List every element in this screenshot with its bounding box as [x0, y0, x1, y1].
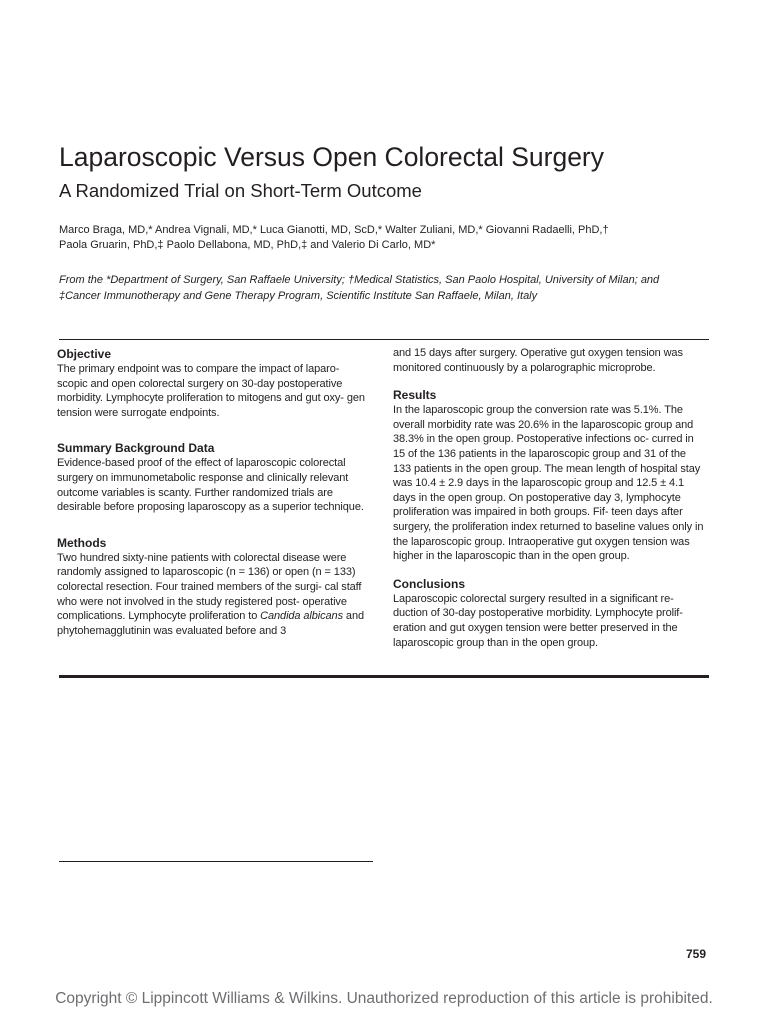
- methods-text-continued: and 15 days after surgery. Operative gut oxygen tension was monitored continuously by a polarographic microprobe.: [393, 347, 683, 374]
- abstract-right-column: [393, 346, 705, 650]
- affiliation: [59, 273, 719, 304]
- results-heading: Results: [393, 388, 437, 403]
- results-text: In the laparoscopic group the conversion rate was 5.1%. The overall morbidity rate was 20.6% in the laparoscopic group and 38.3% in the open group. Postoperative infections oc- curred in 15 of the 136 patients in the laparoscopic group and 31 of the 133 patients in the open group. The mean length of hospital stay was 10.4 ± 2.9 days in the laparoscopic group and 12.5 ± 4.1 days in the open group. On postoperative day 3, lymphocyte proliferation was impaired in both groups. Fif- teen days after surgery, the proliferation index returned to baseline values only in the laparoscopic group. Intraoperative gut oxygen tension was higher in the laparoscopic than in the open group.: [393, 404, 704, 563]
- affiliation-line: From the *Department of Surgery, San Raffaele University; †Medical Statistics, San Paolo Hospital, University of Milan; and: [59, 274, 660, 286]
- author-line: Paola Gruarin, PhD,‡ Paolo Dellabona, MD, PhD,‡ and Valerio Di Carlo, MD*: [59, 238, 436, 251]
- abstract-bottom-rule: [59, 675, 709, 678]
- abstract-left-column: [57, 346, 369, 638]
- abstract-top-rule: [59, 339, 709, 340]
- article-title: Laparoscopic Versus Open Colorectal Surgery: [59, 142, 605, 172]
- background-heading: Summary Background Data: [57, 441, 215, 456]
- background-text: Evidence-based proof of the effect of laparoscopic colorectal surgery on immunometabolic response and clinically relevant outcome variables is scanty. Further randomized trials are desirable before proposing laparoscopy as a superior technique.: [57, 457, 364, 514]
- conclusions-heading: Conclusions: [393, 576, 466, 591]
- footnote-rule: [59, 861, 373, 862]
- article-subtitle: A Randomized Trial on Short-Term Outcome: [59, 180, 422, 201]
- objective-text: The primary endpoint was to compare the impact of laparo- scopic and open colorectal surgery on 30-day postoperative morbidity. Lymphocyte proliferation to mitogens and gut oxy- gen tension were surrogate endpoints.: [57, 363, 365, 419]
- conclusions-text: Laparoscopic colorectal surgery resulted in a significant re- duction of 30-day postoperative morbidity. Lymphocyte prolif- eration and gut oxygen tension were better preserved in the laparoscopic group than in the open group.: [393, 592, 683, 649]
- methods-organism-name: Candida albicans: [260, 610, 343, 623]
- author-line: Marco Braga, MD,* Andrea Vignali, MD,* Luca Gianotti, MD, ScD,* Walter Zuliani, MD,* Giovanni Radaelli, PhD,†: [59, 224, 609, 236]
- methods-text: [57, 551, 369, 639]
- methods-text-part: and phytohemagglutinin was evaluated before and 3: [57, 610, 364, 637]
- methods-heading: Methods: [57, 535, 107, 550]
- page-number: 759: [686, 947, 707, 961]
- methods-text-part: Two hundred sixty-nine patients with colorectal disease were randomly assigned to laparoscopic (n = 136) or open (n = 133) colorectal resection. Four trained members of the surgi- cal staff who were not involved in the study registered post- operative complications. Lymphocyte proliferation to: [57, 551, 362, 623]
- affiliation-line: ‡Cancer Immunotherapy and Gene Therapy Program, Scientific Institute San Raffaele, Milan, Italy: [59, 289, 538, 302]
- author-list: [59, 223, 719, 252]
- objective-heading: Objective: [57, 347, 112, 361]
- copyright-notice: Copyright © Lippincott Williams & Wilkins. Unauthorized reproduction of this article is prohibited.: [55, 990, 713, 1007]
